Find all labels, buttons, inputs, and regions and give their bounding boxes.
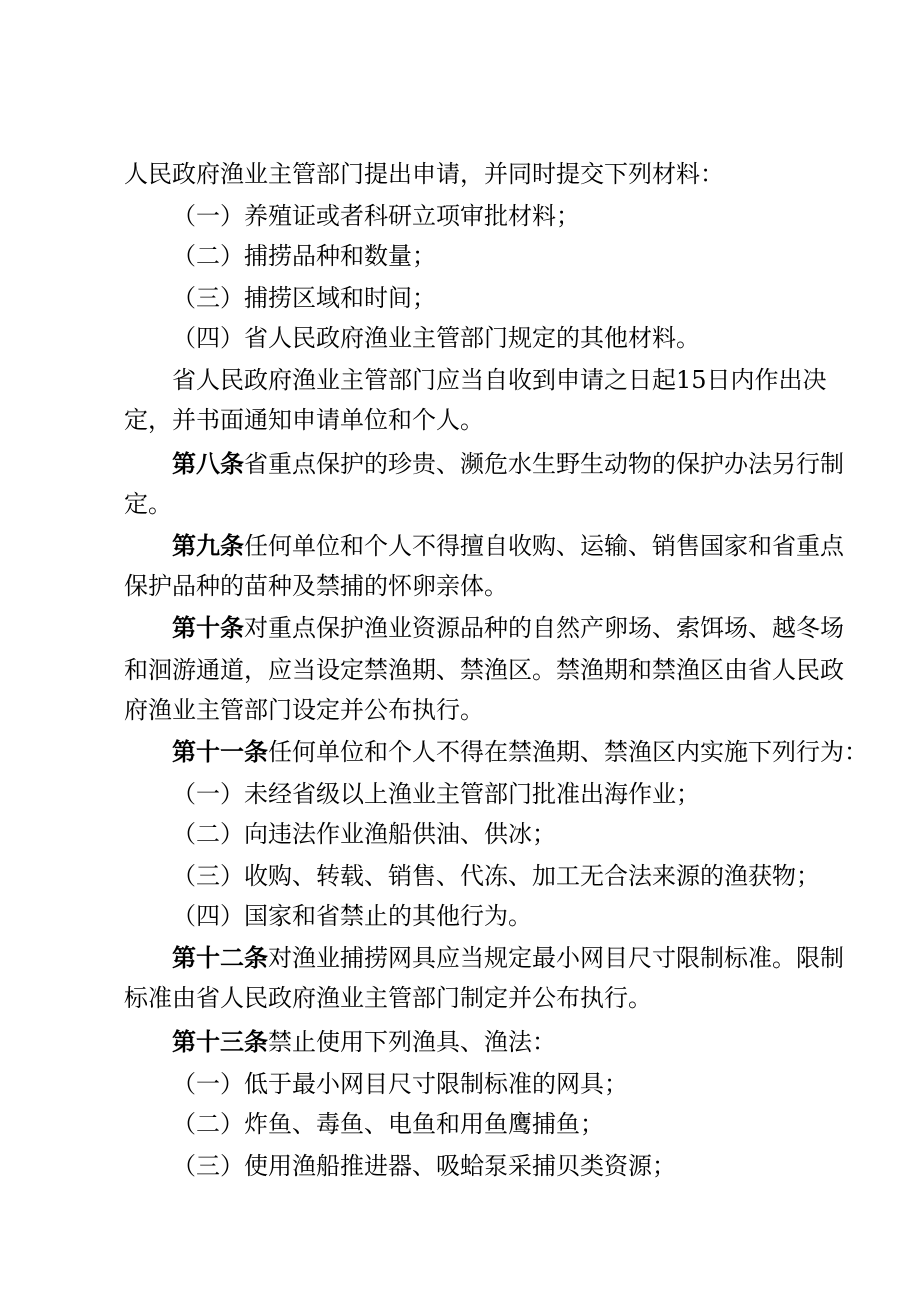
article-9-heading: 第九条 bbox=[172, 531, 244, 560]
article-8-heading: 第八条 bbox=[172, 449, 244, 478]
list-item-p3: （二）捕捞品种和数量； bbox=[172, 242, 436, 270]
article-10-line-2: 和洄游通道，应当设定禁渔期、禁渔区。禁渔期和禁渔区由省人民政 bbox=[124, 656, 844, 684]
article-9-text: 任何单位和个人不得擅自收购、运输、销售国家和省重点 bbox=[244, 532, 844, 560]
article-13-heading: 第十三条 bbox=[172, 1027, 268, 1056]
list-item-a11-1: （一）未经省级以上渔业主管部门批准出海作业； bbox=[172, 780, 700, 808]
article-11-text: 任何单位和个人不得在禁渔期、禁渔区内实施下列行为： bbox=[268, 738, 868, 766]
text-line-p6-2: 定，并书面通知申请单位和个人。 bbox=[124, 406, 484, 434]
article-10-line-3: 府渔业主管部门设定并公布执行。 bbox=[124, 696, 484, 724]
list-item-a13-1: （一）低于最小网目尺寸限制标准的网具； bbox=[172, 1070, 628, 1098]
list-item-a11-4: （四）国家和省禁止的其他行为。 bbox=[172, 902, 532, 930]
list-item-a11-2: （二）向违法作业渔船供油、供冰； bbox=[172, 820, 556, 848]
article-13-line-1 bbox=[172, 1027, 556, 1057]
list-item-p5: （四）省人民政府渔业主管部门规定的其他材料。 bbox=[172, 324, 700, 352]
article-10-line-1 bbox=[172, 613, 844, 643]
article-8-line-1 bbox=[172, 449, 844, 479]
list-item-a13-2: （二）炸鱼、毒鱼、电鱼和用鱼鹰捕鱼； bbox=[172, 1110, 604, 1138]
article-10-text: 对重点保护渔业资源品种的自然产卵场、索饵场、越冬场 bbox=[244, 614, 844, 642]
list-item-p4: （三）捕捞区域和时间； bbox=[172, 284, 436, 312]
article-12-heading: 第十二条 bbox=[172, 943, 268, 972]
list-item-a11-3: （三）收购、转载、销售、代冻、加工无合法来源的渔获物； bbox=[172, 862, 820, 890]
list-item-p2: （一）养殖证或者科研立项审批材料； bbox=[172, 202, 580, 230]
text-line-p6-1: 省人民政府渔业主管部门应当自收到申请之日起15日内作出决 bbox=[172, 366, 827, 394]
article-12-line-1 bbox=[172, 943, 844, 973]
article-10-heading: 第十条 bbox=[172, 613, 244, 642]
article-12-text: 对渔业捕捞网具应当规定最小网目尺寸限制标准。限制 bbox=[268, 944, 844, 972]
text-line-p1-1: 人民政府渔业主管部门提出申请，并同时提交下列材料： bbox=[124, 160, 724, 188]
article-8-text: 省重点保护的珍贵、濒危水生野生动物的保护办法另行制 bbox=[244, 450, 844, 478]
list-item-a13-3: （三）使用渔船推进器、吸蛤泵采捕贝类资源； bbox=[172, 1152, 676, 1180]
article-9-line-1 bbox=[172, 531, 844, 561]
article-13-text: 禁止使用下列渔具、渔法： bbox=[268, 1028, 556, 1056]
article-9-line-2: 保护品种的苗种及禁捕的怀卵亲体。 bbox=[124, 572, 508, 600]
article-11-heading: 第十一条 bbox=[172, 737, 268, 766]
article-12-line-2: 标准由省人民政府渔业主管部门制定并公布执行。 bbox=[124, 984, 652, 1012]
article-11-line-1 bbox=[172, 737, 868, 767]
article-8-line-2: 定。 bbox=[124, 490, 172, 518]
